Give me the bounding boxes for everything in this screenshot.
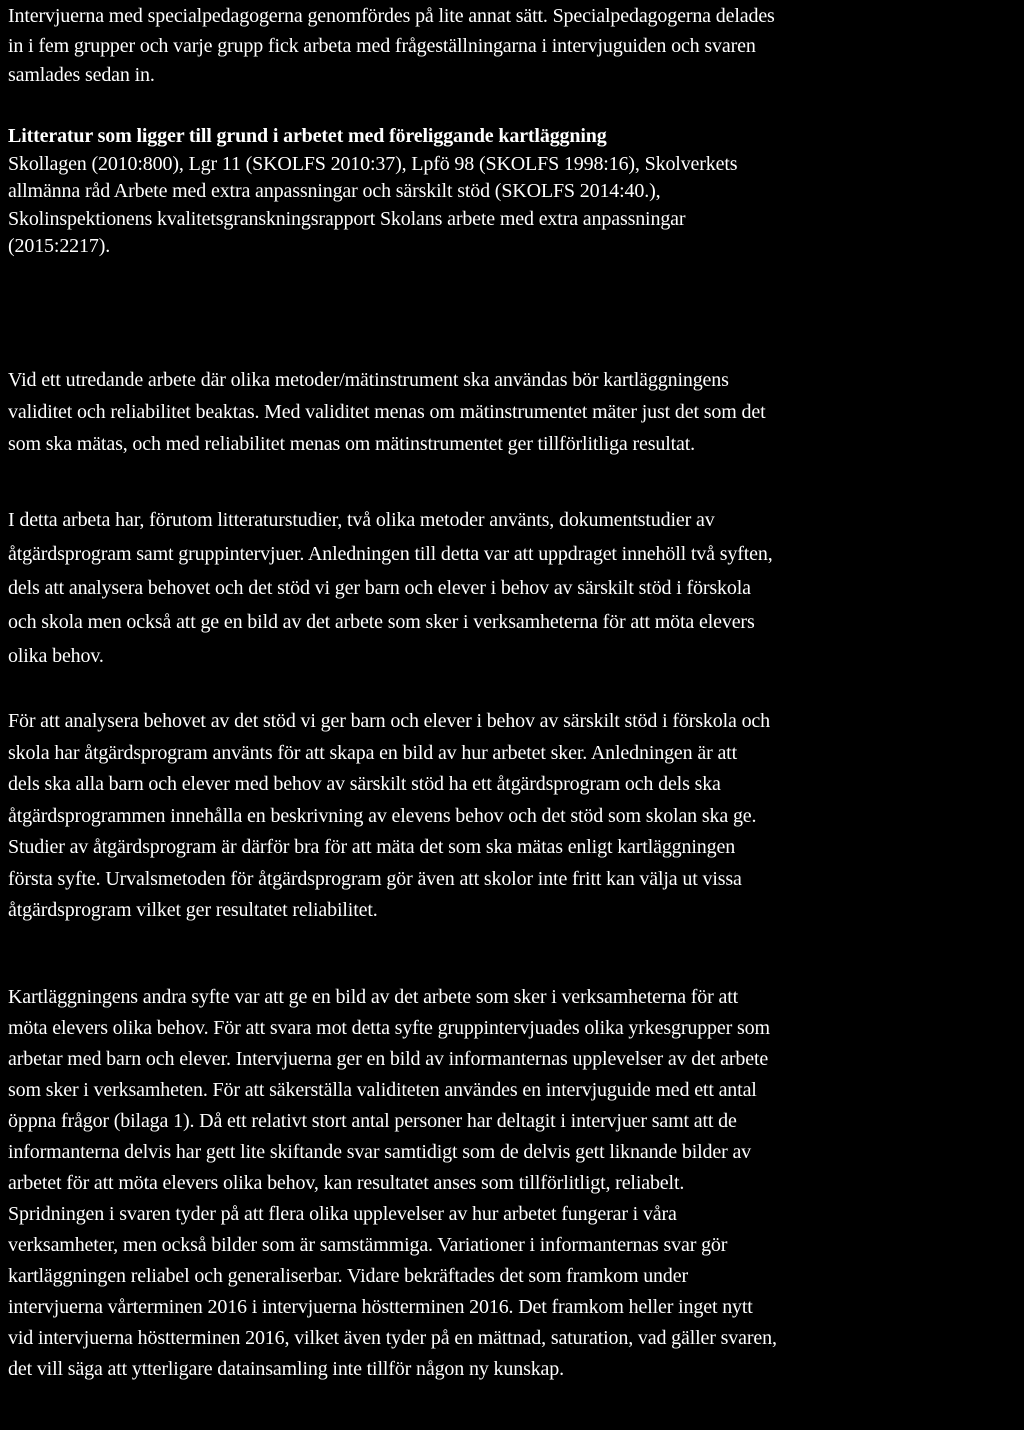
text-line: allmänna råd Arbete med extra anpassningar och särskilt stöd (SKOLFS 2014:40.), xyxy=(8,180,661,202)
text-line: kartläggningen reliabel och generaliserbar. Vidare bekräftades det som framkom under xyxy=(8,1265,688,1287)
text-line: I detta arbeta har, förutom litteraturstudier, två olika metoder använts, dokumentstudier av xyxy=(8,509,715,531)
text-line: det vill säga att ytterligare datainsamling inte tillför någon ny kunskap. xyxy=(8,1358,564,1380)
paragraph-interview-method xyxy=(8,2,1018,91)
paragraph-validity xyxy=(8,364,1018,460)
text-line: Skolinspektionens kvalitetsgranskningsrapport Skolans arbete med extra anpassningar xyxy=(8,207,686,230)
text-line: Spridningen i svaren tyder på att flera olika upplevelser av hur arbetet fungerar i våra xyxy=(8,1203,677,1225)
text-line: som ska mätas, och med reliabilitet menas om mätinstrumentet ger tillförlitliga resultat. xyxy=(8,433,696,455)
text-line: verksamheter, men också bilder som är samstämmiga. Variationer i informanternas svar gör xyxy=(8,1234,728,1256)
text-line: möta elevers olika behov. För att svara mot detta syfte gruppintervjuades olika yrkesgrupper som xyxy=(8,1017,770,1039)
text-line: För att analysera behovet av det stöd vi ger barn och elever i behov av särskilt stöd i förskola och xyxy=(8,710,770,732)
text-line: arbetet för att möta elevers olika behov, kan resultatet anses som tillförlitligt, reliabelt. xyxy=(8,1172,685,1194)
text-line: vid intervjuerna höstterminen 2016, vilket även tyder på en mättnad, saturation, vad gäller svaren, xyxy=(8,1327,777,1349)
text-line: åtgärdsprogram samt gruppintervjuer. Anledningen till detta var att uppdraget innehöll två syften, xyxy=(8,543,773,565)
text-line: informanterna delvis har gett lite skiftande svar samtidigt som de delvis gett liknande bilder av xyxy=(8,1141,752,1163)
text-line: och skola men också att ge en bild av det arbete som sker i verksamheterna för att möta elevers xyxy=(8,611,755,633)
text-line: dels ska alla barn och elever med behov av särskilt stöd ha ett åtgärdsprogram och dels ska xyxy=(8,773,721,795)
paragraph-methods xyxy=(8,503,1018,673)
text-line: Kartläggningens andra syfte var att ge en bild av det arbete som sker i verksamheterna för att xyxy=(8,986,739,1008)
text-line: Vid ett utredande arbete där olika metoder/mätinstrument ska användas bör kartläggningens xyxy=(8,369,729,391)
paragraph-literature xyxy=(8,123,1018,261)
text-line: Intervjuerna med specialpedagogerna genomfördes på lite annat sätt. Specialpedagogerna delades xyxy=(8,5,775,27)
section-heading: Litteratur som ligger till grund i arbetet med föreliggande kartläggning xyxy=(8,125,607,147)
text-line: som sker i verksamheten. För att säkerställa validiteten användes en intervjuguide med ett antal xyxy=(8,1079,757,1101)
text-line: dels att analysera behovet och det stöd vi ger barn och elever i behov av särskilt stöd i förskola xyxy=(8,577,751,599)
text-line: första syfte. Urvalsmetoden för åtgärdsprogram gör även att skolor inte fritt kan välja ut vissa xyxy=(8,867,742,890)
text-line: olika behov. xyxy=(8,645,104,667)
text-line: (2015:2217). xyxy=(8,235,111,257)
text-line: Skollagen (2010:800), Lgr 11 (SKOLFS 2010:37), Lpfö 98 (SKOLFS 1998:16), Skolverkets xyxy=(8,152,738,175)
text-line: Studier av åtgärdsprogram är därför bra för att mäta det som ska mätas enligt kartläggningen xyxy=(8,836,736,858)
text-line: arbetar med barn och elever. Intervjuerna ger en bild av informanternas upplevelser av det arbete xyxy=(8,1048,769,1070)
text-line: intervjuerna vårterminen 2016 i intervjuerna höstterminen 2016. Det framkom heller inget nytt xyxy=(8,1296,753,1318)
paragraph-second-purpose xyxy=(8,982,1018,1385)
text-line: samlades sedan in. xyxy=(8,64,155,86)
text-line: skola har åtgärdsprogram använts för att skapa en bild av hur arbetet sker. Anledningen är att xyxy=(8,741,737,764)
paragraph-action-programs xyxy=(8,706,1018,927)
text-line: åtgärdsprogram vilket ger resultatet reliabilitet. xyxy=(8,899,378,921)
text-line: in i fem grupper och varje grupp fick arbeta med frågeställningarna i intervjuguiden och svaren xyxy=(8,34,756,57)
text-line: validitet och reliabilitet beaktas. Med validitet menas om mätinstrumentet mäter just det som det xyxy=(8,401,766,423)
text-line: åtgärdsprogrammen innehålla en beskrivning av elevens behov och det stöd som skolan ska ge. xyxy=(8,804,757,827)
text-line: öppna frågor (bilaga 1). Då ett relativt stort antal personer har deltagit i intervjuer samt att de xyxy=(8,1110,737,1132)
